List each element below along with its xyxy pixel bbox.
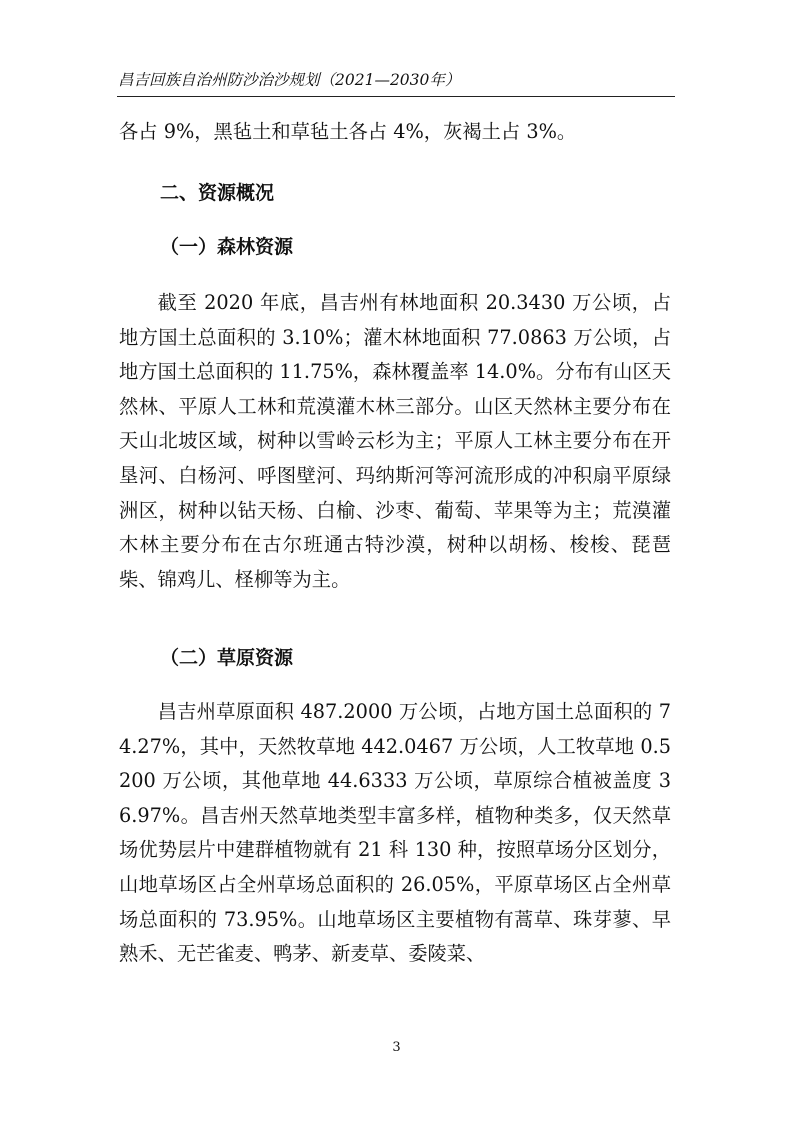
paragraph-grassland bbox=[119, 695, 671, 972]
paragraph-text: 截至 2020 年底，昌吉州有林地面积 20.3430 万公顷，占地方国土总面积的 3.10%；灌木林地面积 77.0863 万公顷，占地方国土总面积的 11.75%，森林覆盖率 14.0%。分布有山区天然林、平原人工林和荒漠灌木林三部分。山区天然林主要分布在天山北坡区域，树种以雪岭云杉为主；平原人工林主要分布在开垦河、白杨河、呼图壁河、玛纳斯河等河流形成的冲积扇平原绿洲区，树种以钻天杨、白榆、沙枣、葡萄、苹果等为主；荒漠灌木林主要分布在古尔班通古特沙漠，树种以胡杨、梭梭、琵琶柴、锦鸡儿、柽柳等为主。 bbox=[119, 291, 671, 591]
page-number: 3 bbox=[392, 1040, 401, 1055]
subsection-heading-grassland: （二）草原资源 bbox=[160, 647, 294, 669]
section-heading: 二、资源概况 bbox=[160, 182, 275, 204]
subsection-heading-forest: （一）森林资源 bbox=[160, 236, 294, 258]
paragraph-text: 各占 9%，黑毡土和草毡土各占 4%，灰褐土占 3%。 bbox=[119, 120, 577, 143]
running-header: 昌吉回族自治州防沙治沙规划（2021—2030年） bbox=[118, 71, 461, 89]
header-rule bbox=[117, 96, 675, 97]
paragraph-forest bbox=[119, 286, 671, 597]
paragraph-text: 昌吉州草原面积 487.2000 万公顷，占地方国土总面积的 74.27%，其中，天然牧草地 442.0467 万公顷，人工牧草地 0.5200 万公顷，其他草地 44.6333 万公顷，草原综合植被盖度 36.97%。昌吉州天然草地类型丰富多样，植物种类多，仅天然草场优势层片中建群植物就有 21 科 130 种，按照草场分区划分，山地草场区占全州草场总面积的 26.05%，平原草场区占全州草场总面积的 73.95%。山地草场区主要植物有蒿草、珠芽蓼、早熟禾、无芒雀麦、鸭茅、新麦草、委陵菜、 bbox=[119, 700, 671, 966]
paragraph-continuation bbox=[119, 115, 671, 150]
